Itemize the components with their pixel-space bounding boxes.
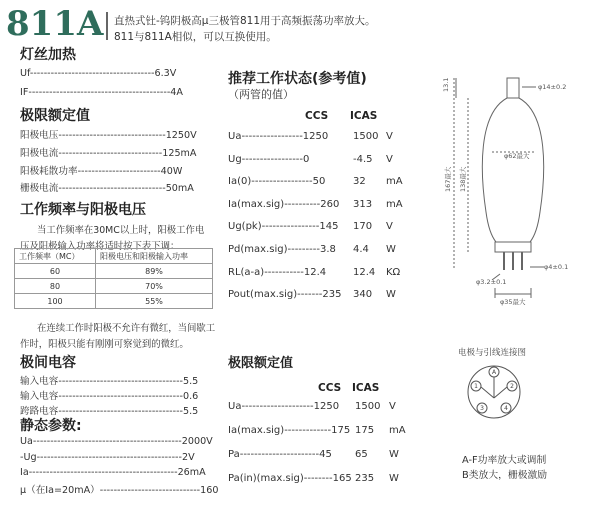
static-label: -Ug	[20, 452, 37, 463]
filament-value: 4A	[170, 87, 183, 98]
filament-heading: 灯丝加热	[20, 47, 76, 63]
recommended-row-label	[228, 199, 339, 210]
recommended-subheading: （两管的值）	[228, 88, 294, 101]
limits-row	[20, 145, 196, 159]
diagram-note-line-1: A-F功率放大或调制	[462, 455, 547, 466]
param-ccs: 1250	[302, 131, 329, 142]
static-row	[20, 467, 206, 478]
limits-heading: 极限额定值	[20, 108, 90, 124]
recommended-row-label	[228, 154, 309, 165]
filament-label: Uf	[20, 68, 30, 79]
limits2-row-label	[228, 449, 332, 460]
recommended-row-label	[228, 176, 325, 187]
freq-para-line-1: 当工作频率在30MC以上时，阳极工作电	[37, 225, 205, 236]
col-icas: ICAS	[352, 382, 380, 394]
cap-dots: ------------------------------------	[58, 391, 184, 402]
dim-pin-label: φ4±0.1	[544, 263, 569, 271]
param-dots: -----------------	[241, 153, 304, 165]
recommended-row-label	[228, 244, 336, 255]
param-unit: mA	[389, 425, 406, 436]
pin-diagram	[462, 360, 526, 424]
dim-height-label: 167最大	[444, 166, 452, 192]
param-label: Ug	[228, 153, 242, 165]
recommended-row-label	[228, 131, 328, 142]
param-dots: ----------------	[261, 221, 320, 233]
freq-note-line-1: 在连续工作时阳极不允许有微红，当间歇工	[37, 323, 216, 334]
limits-dots: ------------------------------	[58, 148, 163, 159]
cap-value: 5.5	[183, 406, 199, 417]
pin-label-4: 4	[504, 405, 508, 412]
param-label: RL(a-a)	[228, 266, 265, 278]
param-icas: -4.5	[353, 153, 373, 165]
limits-value: 40W	[160, 166, 183, 177]
param-ccs: 45	[319, 449, 332, 460]
cap-label: 输入电容	[20, 376, 59, 387]
model-title: 811A	[6, 4, 104, 44]
param-icas: 4.4	[353, 244, 369, 255]
param-dots: --------	[303, 473, 333, 484]
pin-label-a: A	[491, 369, 497, 376]
param-icas: 235	[355, 473, 375, 484]
recommended-row-label	[228, 289, 342, 300]
recommended-row-label	[228, 267, 326, 278]
pin-label-3: 3	[480, 405, 484, 412]
limits-row	[20, 163, 182, 177]
param-ccs: 175	[331, 425, 351, 436]
static-dots: -------------------------------------------	[32, 436, 182, 447]
freq-heading: 工作频率与阳极电压	[20, 202, 146, 218]
limits-dots: -------------------------------	[58, 130, 166, 141]
filament-row-if	[20, 87, 183, 98]
param-dots: ----------	[284, 198, 321, 210]
static-row	[20, 452, 195, 463]
limits-value: 50mA	[165, 183, 194, 194]
static-heading: 静态参数:	[20, 418, 82, 434]
static-value: 160	[200, 485, 219, 496]
param-ccs: 165	[332, 473, 352, 484]
param-dots: --------------------	[241, 401, 314, 412]
static-label: μ（在Ia=20mA）	[20, 485, 100, 496]
param-icas: 170	[353, 221, 373, 233]
table-row	[15, 294, 213, 309]
description-line-2: 811与811A相似，可以互换使用。	[114, 31, 277, 43]
param-unit: V	[386, 131, 393, 142]
cap-dots: ------------------------------------	[58, 376, 184, 387]
param-icas: 1500	[353, 131, 379, 142]
limits-dots: -------------------------------	[58, 183, 166, 194]
param-icas: 12.4	[353, 266, 376, 278]
freq-cell: 100	[15, 294, 96, 309]
col-icas: ICAS	[350, 110, 378, 122]
param-dots: -------------	[284, 425, 332, 436]
limits-row	[20, 127, 197, 141]
limits-dots: ------------------------	[77, 166, 161, 177]
diagram-note-line-2: B类放大，栅极激励	[462, 470, 548, 481]
table-row	[15, 279, 213, 294]
cap-value: 0.6	[183, 391, 199, 402]
param-dots: -------	[297, 289, 323, 301]
dim-bulb-label: φ62最大	[504, 152, 530, 160]
freq-cell: 60	[15, 264, 96, 279]
static-value: 26mA	[177, 467, 206, 478]
col-ccs: CCS	[318, 382, 342, 394]
param-label: Ia(max.sig)	[228, 425, 285, 436]
limits-row	[20, 180, 194, 194]
limits-label: 阳极耗散功率	[20, 166, 78, 177]
param-ccs: 50	[312, 176, 326, 188]
limits-label: 阳极电流	[20, 148, 59, 159]
limits-label: 栅极电流	[20, 183, 59, 194]
limits2-heading: 极限额定值	[228, 356, 294, 371]
title-divider	[106, 12, 108, 40]
freq-table-header	[15, 249, 213, 264]
param-label: Ua	[228, 401, 242, 412]
limits2-row-label	[228, 401, 339, 412]
param-label: Pa(in)(max.sig)	[228, 473, 304, 484]
param-unit: V	[386, 153, 393, 165]
pin-diagram-title: 电极与引线连接图	[458, 348, 527, 358]
dim-cap-label: 13.1	[442, 77, 450, 92]
static-dots: ------------------------------------------	[36, 452, 182, 463]
param-label: Pa	[228, 449, 240, 460]
dim-base-label: φ35最大	[500, 298, 526, 306]
description-line-1: 直热式钍-钨阴极高μ三极管811用于高频振荡功率放大。	[114, 15, 376, 27]
pin-label-1: 1	[474, 383, 478, 390]
filament-value: 6.3V	[154, 68, 177, 79]
static-row	[20, 482, 218, 496]
param-ccs: 145	[319, 221, 339, 233]
recommended-row-label	[228, 221, 338, 232]
static-dots: -----------------------------	[99, 485, 201, 496]
param-icas: 65	[355, 449, 368, 460]
static-value: 2000V	[181, 436, 213, 447]
percent-cell: 89%	[96, 264, 213, 279]
capacitance-heading: 极间电容	[20, 355, 76, 371]
param-unit: W	[386, 244, 396, 255]
static-row	[20, 436, 213, 447]
param-icas: 313	[353, 198, 373, 210]
cap-label: 输入电容	[20, 391, 59, 402]
recommended-heading: 推荐工作状态(参考值)	[228, 71, 367, 87]
param-ccs: 260	[320, 198, 340, 210]
dim-pin-space-label: φ3.2±0.1	[476, 278, 507, 286]
param-label: Ua	[228, 131, 242, 142]
filament-dots: -----------------------------------------	[28, 87, 171, 98]
static-value: 2V	[181, 452, 195, 463]
freq-note-line-2: 作时，阳极只能有刚刚可察觉到的微红。	[20, 339, 189, 350]
param-dots: -----------	[264, 266, 304, 278]
param-label: Ia(0)	[228, 176, 252, 188]
param-icas: 1500	[355, 401, 381, 412]
percent-cell: 55%	[96, 294, 213, 309]
param-unit: V	[389, 401, 396, 412]
param-ccs: 0	[303, 153, 310, 165]
param-dots: ---------	[287, 244, 320, 255]
param-icas: 32	[353, 176, 366, 188]
dim-top-label: φ14±0.2	[538, 83, 567, 91]
static-label: Ua	[20, 436, 33, 447]
col-ccs: CCS	[305, 110, 329, 122]
limits2-row-label	[228, 425, 350, 436]
cap-value: 5.5	[183, 376, 199, 387]
pin-label-2: 2	[510, 383, 514, 390]
param-ccs: 235	[322, 289, 342, 301]
limits2-row-label	[228, 473, 352, 484]
param-label: Pout(max.sig)	[228, 289, 298, 301]
tube-drawing	[418, 62, 596, 312]
dim-body-label: 138最大	[459, 166, 467, 192]
param-dots: ----------------------	[239, 449, 320, 460]
param-dots: -----------------	[241, 131, 303, 142]
param-ccs: 12.4	[303, 266, 327, 278]
param-icas: 175	[355, 425, 375, 436]
capacitance-row	[20, 388, 198, 402]
param-ccs: 1250	[313, 401, 340, 412]
param-label: Pd(max.sig)	[228, 244, 288, 255]
param-icas: 340	[353, 289, 373, 301]
cap-label: 跨路电容	[20, 406, 59, 417]
table-row	[15, 264, 213, 279]
param-unit: W	[389, 449, 399, 460]
param-unit: mA	[386, 198, 403, 210]
param-label: Ug(pk)	[228, 221, 262, 233]
freq-table	[14, 248, 213, 309]
voltage-col-header: 阳极电压和阳极输入功率	[96, 249, 213, 264]
limits-label: 阳极电压	[20, 130, 59, 141]
cap-dots: ------------------------------------	[58, 406, 184, 417]
freq-cell: 80	[15, 279, 96, 294]
param-unit: W	[389, 473, 399, 484]
limits-value: 125mA	[162, 148, 197, 159]
filament-row-uf	[20, 68, 176, 79]
param-unit: KΩ	[386, 266, 401, 278]
freq-col-header: 工作频率（MC）	[15, 249, 96, 264]
percent-cell: 70%	[96, 279, 213, 294]
static-label: Ia	[20, 467, 29, 478]
param-label: Ia(max.sig)	[228, 198, 285, 210]
filament-dots: ------------------------------------	[29, 68, 155, 79]
param-dots: -----------------	[251, 176, 313, 188]
limits-value: 1250V	[165, 130, 197, 141]
freq-para-line-2: 压及阳极输入功率将适时按下表下调：	[20, 241, 180, 252]
filament-label: IF	[20, 87, 29, 98]
param-unit: W	[386, 289, 396, 301]
static-dots: -------------------------------------------	[28, 467, 178, 478]
capacitance-row	[20, 373, 198, 387]
param-unit: V	[386, 221, 393, 233]
param-ccs: 3.8	[319, 244, 336, 255]
param-unit: mA	[386, 176, 403, 188]
